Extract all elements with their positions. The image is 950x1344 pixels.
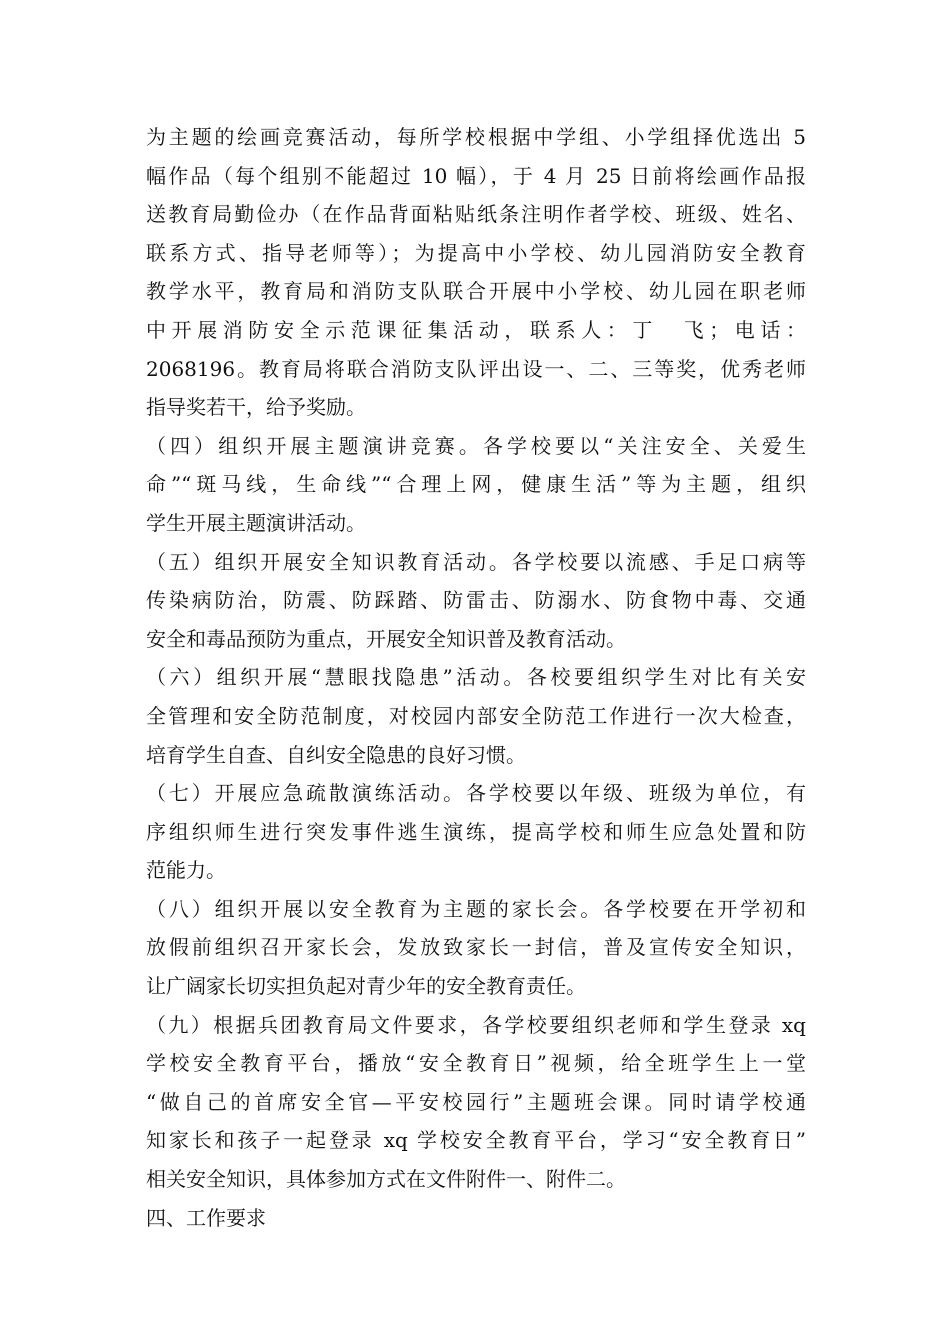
text-line: （五）组织开展安全知识教育活动。各学校要以流感、手足口病等 [146,549,806,574]
text-line: 送教育局勤俭办（在作品背面粘贴纸条注明作者学校、班级、姓名、 [146,202,806,227]
text-line: 教学水平，教育局和消防支队联合开展中小学校、幼儿园在职老师 [146,279,806,304]
text-line: 学生开展主题演讲活动。 [146,510,366,535]
text-line: 幅作品（每个组别不能超过 10 幅），于 4 月 25 日前将绘画作品报 [146,163,806,188]
text-line: （七）开展应急疏散演练活动。各学校要以年级、班级为单位，有 [146,781,806,806]
text-line: （九）根据兵团教育局文件要求，各学校要组织老师和学生登录 xq [146,1012,806,1037]
text-line: 四、工作要求 [146,1205,266,1230]
text-line: 传染病防治，防震、防踩踏、防雷击、防溺水、防食物中毒、交通 [146,588,806,613]
text-line: 中开展消防安全示范课征集活动，联系人：丁 飞；电话： [146,317,806,342]
text-line: 让广阔家长切实担负起对青少年的安全教育责任。 [146,974,586,999]
text-line: 知家长和孩子一起登录 xq 学校安全教育平台，学习“安全教育日” [146,1128,806,1153]
text-line: 相关安全知识，具体参加方式在文件附件一、附件二。 [146,1167,626,1192]
text-line: 2068196。教育局将联合消防支队评出设一、二、三等奖，优秀老师 [146,356,806,381]
text-line: 培育学生自查、自纠安全隐患的良好习惯。 [146,742,526,767]
text-line: 学校安全教育平台，播放“安全教育日”视频，给全班学生上一堂 [146,1051,806,1076]
text-line: （六）组织开展“慧眼找隐患”活动。各校要组织学生对比有关安 [146,665,806,690]
text-line: 指导奖若干，给予奖励。 [146,395,366,420]
text-line: （八）组织开展以安全教育为主题的家长会。各学校要在开学初和 [146,896,806,921]
text-line: 放假前组织召开家长会，发放致家长一封信，普及宣传安全知识， [146,935,806,960]
text-line: 为主题的绘画竞赛活动，每所学校根据中学组、小学组择优选出 5 [146,125,806,149]
document-body [146,118,806,1237]
text-line: 命”“斑马线，生命线”“合理上网，健康生活”等为主题，组织 [146,472,806,497]
text-line: 安全和毒品预防为重点，开展安全知识普及教育活动。 [146,626,626,651]
text-line: 全管理和安全防范制度，对校园内部安全防范工作进行一次大检查， [146,703,806,728]
text-line: 序组织师生进行突发事件逃生演练，提高学校和师生应急处置和防 [146,819,806,844]
text-line: “做自己的首席安全官—平安校园行”主题班会课。同时请学校通 [146,1089,806,1114]
text-line: （四）组织开展主题演讲竞赛。各学校要以“关注安全、关爱生 [146,433,806,458]
text-line: 联系方式、指导老师等）；为提高中小学校、幼儿园消防安全教育 [146,240,806,265]
text-line: 范能力。 [146,858,226,883]
